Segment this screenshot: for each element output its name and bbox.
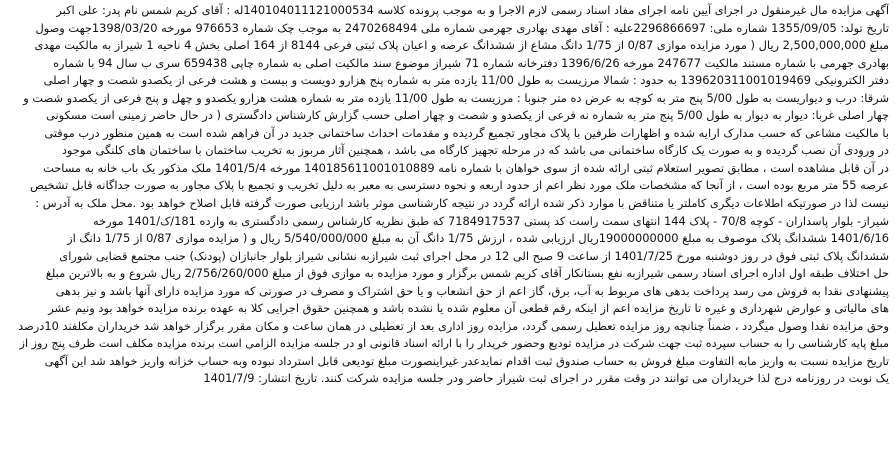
notice-line: چهار اصلی غربا: دیوار به دیوار به طول 5/00 پنج متر به شماره نه فرعی از یکصدو و شصت و چهار اصلی حسب گزارش کارشناس دادگستری ( در حال حاضر زمینی است مسکونی bbox=[46, 108, 889, 123]
notice-line: های مالیاتی و عوارض شهرداری و غیره تا تاریخ مزایده اعم از اینکه رقم قطعی آن معلوم شده یا نشده باشد و همچنین حقوق اجرایی کلا به عهده برنده مزایده خواهد بود ونیم عشر bbox=[48, 301, 889, 316]
notice-line: در آن قابل مشاهده است ، مطابق تصویر استعلام ثبتی ارائه شده از سوی خواهان با شماره نامه 140185611001010889 مورخه 1401/5/4 ملک مذکور یک باب خانه به مساحت bbox=[43, 160, 889, 175]
notice-line: شیراز- بلوار پاسداران - کوچه 70/8 - پلاک 144 انتهای سمت راست کد پستی 7184917537 که طبق نظریه کارشناس رسمی دادگستری به وارده 181/ک/1401 مورخه bbox=[92, 213, 889, 228]
notice-line: عرصه 55 متر مربع بوده است ، از آنجا که مشخصات ملک مورد نظر اعم از حدود اربعه و نحوه دسترسی به معبر به دلیل تخریب و تجمیع با پلاک مجاور به صورت جداگانه قابل تشخیص bbox=[30, 178, 889, 193]
notice-line: پیشنهادی نقدا به فروش می رسد پرداخت بدهی های مربوط به آب، برق، گاز اعم از حق انشعاب و یا حق اشتراک و مصرف در صورتی که مورد مزایده دارای آنها باشد و نیز بدهی bbox=[55, 283, 889, 298]
notice-line: با مالکیت مشاعی که حسب مدارک ارایه شده و اظهارات طرفین با پلاک مجاور تجمیع گردیده و مقدمات احداث ساختمانی جدید در آن فراهم شده است به همین منظور درب موقتی bbox=[44, 125, 889, 140]
notice-line: وحق مزایده نقدا وصول میگردد ، ضمناً چنانچه روز مزایده تعطیل رسمی گردد، مزایده روز اداری بعد از تعطیلی در همان ساعت و مکان مقرر برگزار خواهد شد خریداران مکلفند 10درصد bbox=[18, 318, 889, 333]
notice-line: مبلغ 2,500,000,000 ریال ( مورد مزایده موازی 0/87 از 1/75 دانگ مشاع از ششدانگ عرصه و اعیان پلاک ثبتی فرعی 8144 از 164 اصلی بخش 4 ناحیه 1 شیراز به مالکیت مهدی bbox=[34, 38, 889, 53]
notice-line: بهادری جهرمی با شماره مستند مالکیت 247677 مورخه 1396/6/26 دفترخانه شماره 71 شیراز موضوع سند مالکیت اصلی به شماره چاپی 659438 سری ب سال 94 با شماره bbox=[53, 55, 889, 70]
notice-line: تاریخ مزایده نسبت به واریز مابه التفاوت مبلغ فروش به حساب صندوق ثبت اقدام نمایدعدر غیراینصورت مبلغ تودیعی قابل استرداد نبوده وبه حساب خزانه واریز خواهد شد این آگهی bbox=[44, 353, 889, 368]
notice-line: تاریخ تولد: 1355/09/05 شماره ملی: 2296866697علیه : آقای مهدی بهادری جهرمی شماره ملی 2470268494 به موجب چک شماره 976653 مورخه 1398/03/20جهت وصول bbox=[35, 20, 889, 35]
notice-line: یک نوبت در روزنامه درج لذا خریداران می توانند در وقت مقرر در اجرای ثبت شیراز حاضر ودر جلسه مزایده شرکت کنند. تاریخ انتشار: 1401/7/9 bbox=[203, 371, 889, 386]
notice-line: 1401/6/16 ششدانگ پلاک موصوف به مبلغ 19000000000ریال ارزیابی شده ، ارزش 1/75 دانگ آن به مبلغ 5/540/000/000 ریال و ( مزایده موازی 0/87 از 1/75 دانگ از bbox=[67, 231, 889, 246]
notice-line: مبلغ پایه کارشناسی را به حساب سپرده ثبت جهت شرکت در مزایده تودیع وحضور خریدار را با ارائه اسناد قانونی او در جلسه مزایده الزامی است برنده مزایده مکلف است ظرف پنج روز از bbox=[19, 337, 889, 351]
notice-line: حل اختلاف طبقه اول اداره اجرای اسناد رسمی شیرازبه نفع بستانکار آقای کریم شمس برگزار و مورد مزایده به موازی فوق از مبلغ 2/756/260/000 ریال شروع و به بالاترین مبلغ bbox=[45, 266, 889, 281]
notice-line: دفتر الکترونیکی 139620311001019469 به حدود : شمالا مرزیست به طول 11/00 یازده متر به شماره پنج هزارو دویست و بیست و هشت فرعی از یکصدو شصت و چهار اصلی bbox=[43, 73, 889, 88]
notice-line: ششدانگ پلاک ثبتی فوق در روز دوشنبه مورخ 1401/7/25 از ساعت 9 صبح الی 12 در محل اجرای ثبت شیرازبه نشانی شیراز بلوار جانبازان (پودنک) جنب مجتمع قضایی شورای bbox=[59, 248, 889, 263]
notice-line: شرقا: درب و دیواریست به طول 5/00 پنج متر به کوچه به عرض ده متر جنوبا : مرزیست به طول 11/00 یازده متر به شماره هشت هزارو یکصدو و چهل و پنج فرعی از یکصدو شصت و bbox=[23, 90, 889, 105]
notice-line: نیست لذا در صورتیکه اطلاعات دیگری کاملتر یا متناقض با موارد ذکر شده ارائه گردد در نتیجه کارشناسی موثر باشد ارزیابی صورت گرفته قابل اصلاح خواهد بود .محل ملک به آدرس : bbox=[35, 196, 889, 211]
notice-line: در ورودی آن نصب گردیده و به صورت یک کارگاه ساختمانی می باشد که در مرحله تجهیز کارگاه می باشد ، همچنین آثار مربوز به تخریب ساختمان با ساختمان های کلنگی موجود bbox=[61, 143, 889, 158]
notice-line: آگهی مزایده مال غیرمنقول در اجرای آیین نامه اجرای مفاد اسناد رسمی لازم الاجرا و به موجب پرونده کلاسه 140104011121000534له : آقای کریم شمس نام پدر: علی اکبر bbox=[56, 3, 889, 17]
